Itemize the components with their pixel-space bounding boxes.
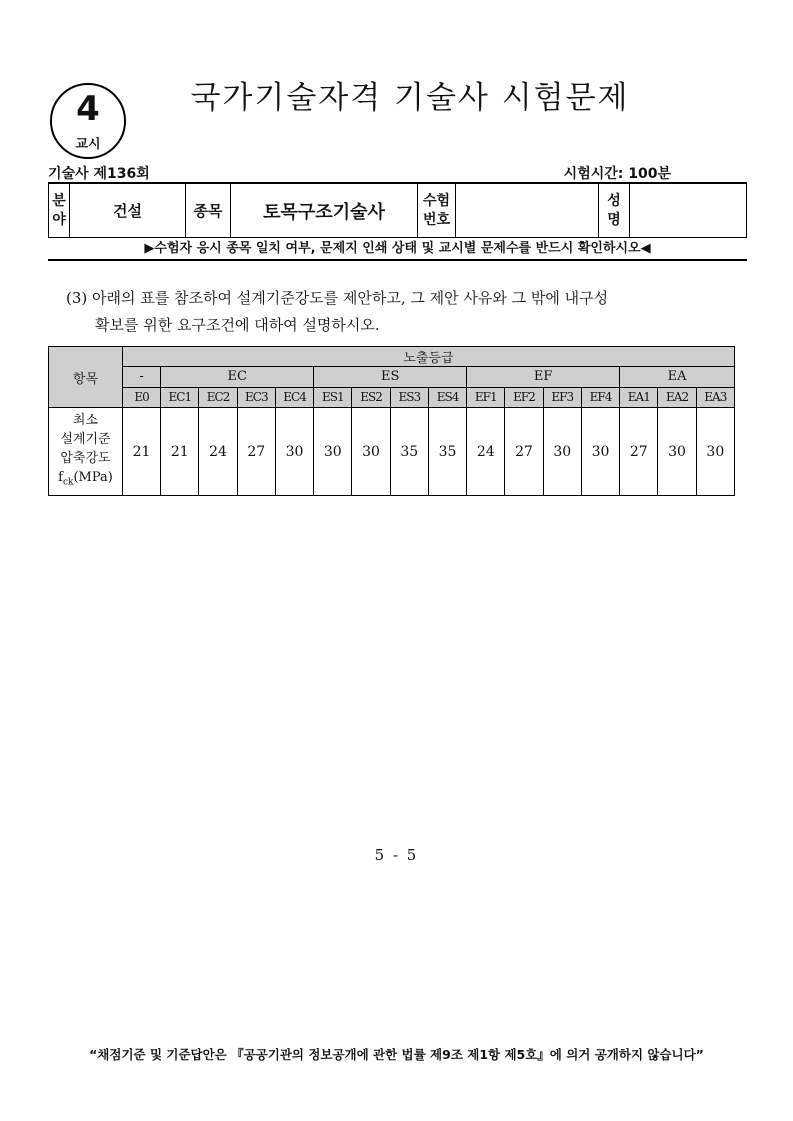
class-cell: EF2: [505, 387, 543, 407]
page-number: 5 - 5: [374, 846, 419, 864]
value-cell: 21: [122, 408, 160, 496]
value-cell: 30: [275, 408, 313, 496]
group-es: ES: [314, 367, 467, 387]
field-label: 분 야: [49, 183, 70, 238]
category-label: 종목: [186, 183, 231, 238]
group-ea: EA: [620, 367, 735, 387]
question-line-1: (3) 아래의 표를 참조하여 설계기준강도를 제안하고, 그 제안 사유와 그 밖에 내구성: [66, 289, 609, 307]
value-cell: 30: [696, 408, 734, 496]
class-cell: EA2: [658, 387, 696, 407]
class-cell: ES2: [352, 387, 390, 407]
session-badge: [50, 83, 126, 159]
class-cell: EA3: [696, 387, 734, 407]
session-label: 교시: [75, 137, 101, 152]
value-cell: 35: [428, 408, 466, 496]
class-cell: EA1: [620, 387, 658, 407]
class-cell: EC2: [199, 387, 237, 407]
strength-table: [48, 346, 735, 496]
exam-time: 시험시간: 100분: [563, 166, 671, 182]
notice: ▶수험자 응시 종목 일치 여부, 문제지 인쇄 상태 및 교시별 문제수를 반드시 확인하시오◀: [48, 239, 747, 261]
question-text: [66, 285, 756, 339]
field-value: 건설: [70, 183, 186, 238]
value-cell: 30: [314, 408, 352, 496]
class-cell: E0: [122, 387, 160, 407]
class-cell: ES1: [314, 387, 352, 407]
exam-round: 기술사 제136회: [48, 166, 150, 182]
exam-info-table: [48, 182, 747, 238]
category-value: 토목구조기술사: [231, 183, 418, 238]
class-cell: EF4: [581, 387, 619, 407]
session-number: 4: [76, 89, 100, 129]
value-cell: 27: [237, 408, 275, 496]
exam-no-label: 수험 번호: [418, 183, 456, 238]
class-cell: EC3: [237, 387, 275, 407]
value-cell: 30: [581, 408, 619, 496]
question-line-2: 확보를 위한 요구조건에 대하여 설명하시오.: [95, 316, 380, 334]
group-ef: EF: [467, 367, 620, 387]
row-label: 최소 설계기준 압축강도 $f_{ck}(MPa)$: [49, 408, 123, 496]
item-header: 항목: [49, 347, 123, 408]
name-field[interactable]: [630, 183, 747, 238]
class-cell: EC4: [275, 387, 313, 407]
group-none: -: [122, 367, 160, 387]
exam-no-field[interactable]: [456, 183, 599, 238]
value-cell: 24: [199, 408, 237, 496]
class-cell: EC1: [161, 387, 199, 407]
value-cell: 30: [658, 408, 696, 496]
page-title: 국가기술자격 기술사 시험문제: [190, 80, 630, 116]
value-cell: 27: [505, 408, 543, 496]
value-cell: 21: [161, 408, 199, 496]
exposure-header: 노출등급: [122, 347, 734, 367]
class-cell: ES4: [428, 387, 466, 407]
value-cell: 30: [352, 408, 390, 496]
footer-disclaimer: “채점기준 및 기준답안은 『공공기관의 정보공개에 관한 법률 제9조 제1항 제5호』에 의거 공개하지 않습니다”: [89, 1047, 704, 1062]
class-cell: EF3: [543, 387, 581, 407]
value-cell: 35: [390, 408, 428, 496]
value-cell: 27: [620, 408, 658, 496]
group-ec: EC: [161, 367, 314, 387]
class-cell: ES3: [390, 387, 428, 407]
class-cell: EF1: [467, 387, 505, 407]
name-label: 성 명: [599, 183, 630, 238]
value-cell: 30: [543, 408, 581, 496]
value-cell: 24: [467, 408, 505, 496]
